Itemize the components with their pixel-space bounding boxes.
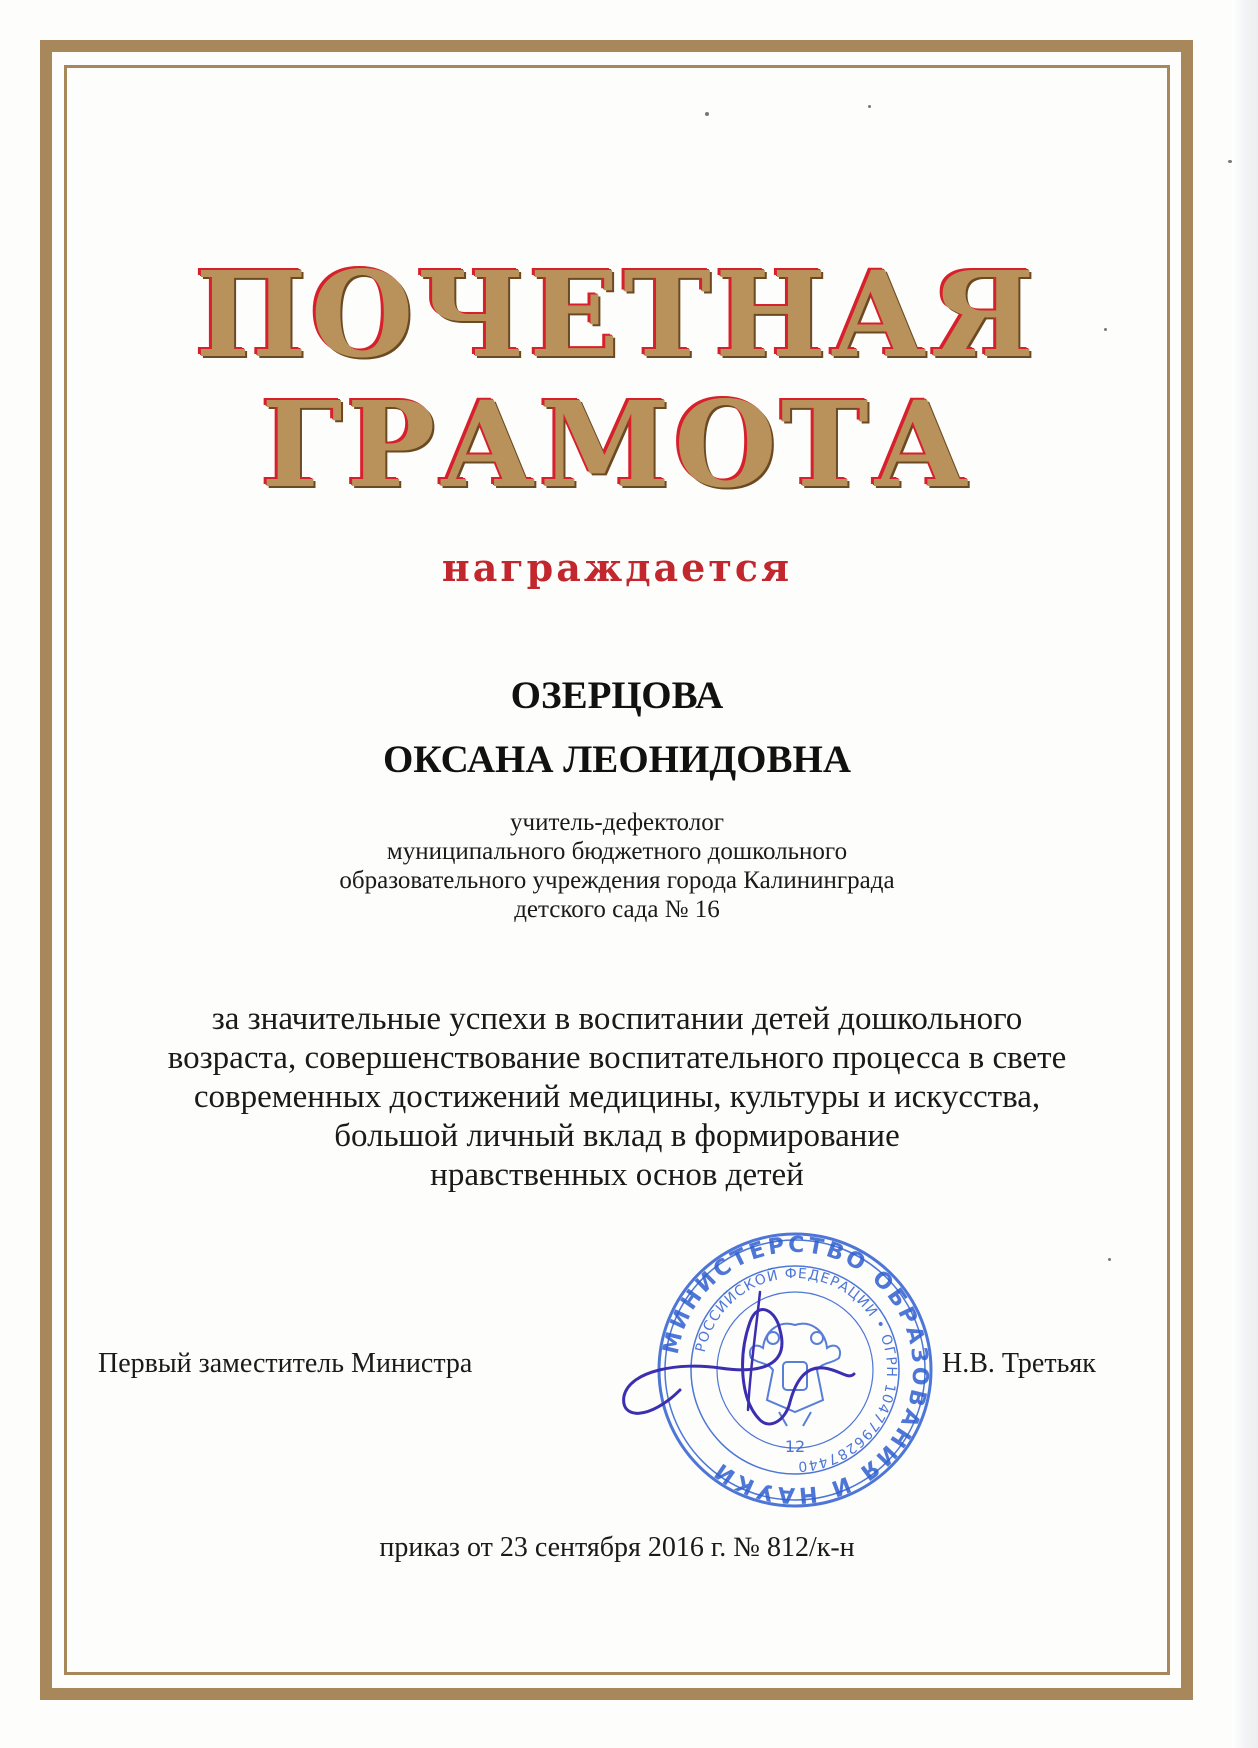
scan-page-edge (1232, 0, 1258, 1748)
award-reason (64, 1000, 1170, 1195)
position-line: образовательного учреждения города Калининграда (339, 867, 895, 894)
recipient-position (64, 808, 1170, 924)
position-line: детского сада № 16 (514, 896, 720, 923)
reason-line: современных достижений медицины, культуры и искусства, (193, 1079, 1041, 1115)
recipient-given-names: ОКСАНА ЛЕОНИДОВНА (382, 738, 852, 781)
position-line: муниципального бюджетного дошкольного (386, 838, 848, 865)
reason-line: за значительные успехи в воспитании детей дошкольного (211, 1001, 1023, 1037)
reason-line: большой личный вклад в формирование (334, 1118, 900, 1154)
stamp-inner-text: РОССИЙСКОЙ ФЕДЕРАЦИИ • ОГРН 1047796287440 (692, 1265, 900, 1475)
stamp-number: 12 (784, 1437, 806, 1456)
title-line-1: ПОЧЕТНАЯ (195, 245, 1039, 384)
scan-speck (868, 105, 871, 108)
recipient-surname: ОЗЕРЦОВА (510, 674, 724, 717)
scan-speck (1228, 160, 1232, 163)
reason-line: нравственных основ детей (430, 1157, 804, 1193)
signer-title: Первый заместитель Министра (98, 1348, 473, 1379)
signer-name: Н.В. Третьяк (942, 1348, 1096, 1379)
reason-line: возраста, совершенствование воспитательного процесса в свете (167, 1040, 1067, 1076)
title-line-2: ГРАМОТА (261, 375, 973, 514)
position-line: учитель-дефектолог (510, 809, 724, 836)
scan-speck (705, 112, 709, 116)
handwritten-signature (610, 1270, 860, 1450)
stamp-outer-text: МИНИСТЕРСТВО ОБРАЗОВАНИЯ И НАУКИ (658, 1232, 933, 1508)
awarded-label: награждается (441, 545, 793, 590)
scan-speck (1104, 328, 1107, 331)
scan-speck (1108, 1258, 1111, 1261)
order-reference: приказ от 23 сентября 2016 г. № 812/к-н (379, 1532, 855, 1563)
